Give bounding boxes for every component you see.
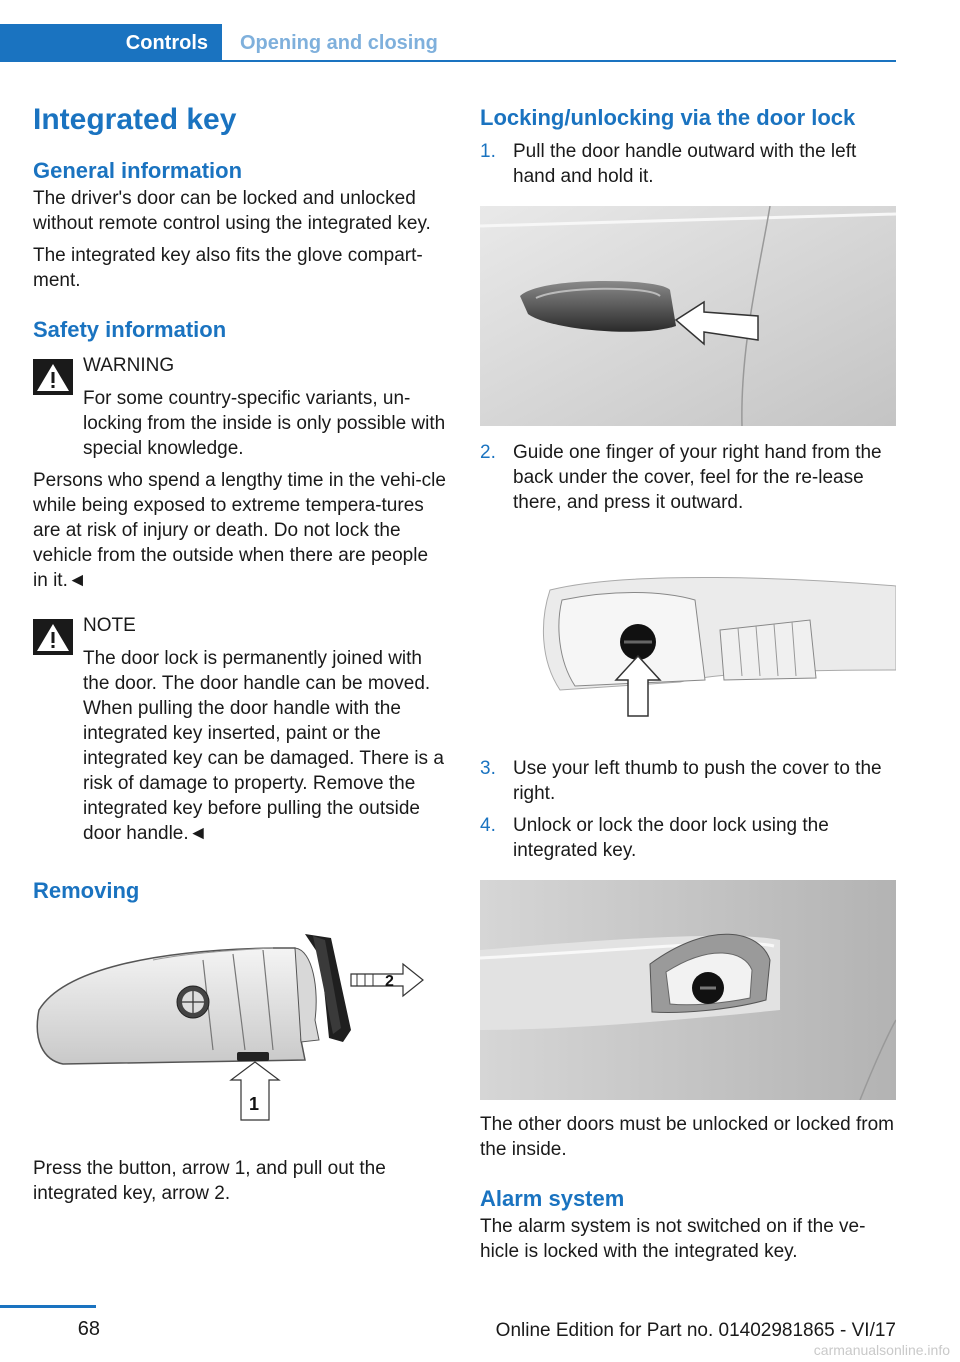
general-info-paragraph-2: The integrated key also fits the glove compart‐ment. xyxy=(33,245,423,291)
door-lock-key-image xyxy=(480,880,896,1100)
note-text: The door lock is permanently joined with the door. The door handle can be moved. When pulling the door handle with the integrated key inserted, paint or the integrated key can be damaged. There is a risk of damage to property. Remove the integrated key before pulling the outside door handle.◄ xyxy=(83,648,444,844)
warning-text-1a xyxy=(33,386,447,461)
door-handle-pull-image xyxy=(480,206,896,426)
right-column xyxy=(480,100,896,1264)
step-3-number: 3. xyxy=(480,758,496,779)
step-2-text: Guide one finger of your right hand from the back under the cover, feel for the re‐lease there, and press it outward. xyxy=(513,442,882,513)
note-text-wrap xyxy=(33,646,447,846)
note-triangle-icon xyxy=(33,619,73,655)
arrow-1-label: 1 xyxy=(249,1094,260,1114)
alarm-system-heading: Alarm system xyxy=(480,1186,625,1211)
note-label: NOTE xyxy=(83,615,136,636)
step-1-text: Pull the door handle outward with the left hand and hold it. xyxy=(513,141,857,187)
step-3-text: Use your left thumb to push the cover to the right. xyxy=(513,758,882,804)
page-number: 68 xyxy=(77,1318,100,1340)
step-2 xyxy=(480,440,896,515)
general-info-heading: General information xyxy=(33,158,243,183)
arrow-2-label: 2 xyxy=(385,973,394,990)
warning-block xyxy=(33,353,447,461)
page-title: Integrated key xyxy=(33,103,237,136)
removing-heading: Removing xyxy=(33,878,140,903)
step-4-text: Unlock or lock the door lock using the integrated key. xyxy=(513,815,829,861)
step-4 xyxy=(480,813,896,863)
step-4-number: 4. xyxy=(480,815,496,836)
removing-instructions: Press the button, arrow 1, and pull out the integrated key, arrow 2. xyxy=(33,1158,386,1204)
other-doors-text: The other doors must be unlocked or locked from the inside. xyxy=(480,1114,894,1160)
section-tab-controls[interactable]: Controls xyxy=(0,24,222,62)
warning-text-1: For some country-specific variants, un‐locking from the inside is only possible with special knowledge. xyxy=(83,388,446,459)
general-info-paragraph-1: The driver's door can be locked and unlocked without remote control using the integrated key. xyxy=(33,188,431,234)
section-tab-opening-closing[interactable]: Opening and closing xyxy=(240,31,438,54)
warning-text-2: Persons who spend a lengthy time in the vehi‐cle while being exposed to extreme tempera‐tures are at risk of injury or death. Do not lock the vehicle from the outside when there are people in it.◄ xyxy=(33,470,446,591)
header-rule xyxy=(222,60,896,62)
step-1 xyxy=(480,139,896,189)
note-block xyxy=(33,613,447,846)
warning-label: WARNING xyxy=(83,355,175,376)
footer-rule xyxy=(0,1305,96,1308)
door-lock-heading: Locking/unlocking via the door lock xyxy=(480,105,856,130)
warning-triangle-icon xyxy=(33,359,73,395)
step-1-number: 1. xyxy=(480,141,496,162)
step-2-number: 2. xyxy=(480,442,496,463)
safety-info-heading: Safety information xyxy=(33,317,227,342)
left-column xyxy=(33,100,447,1206)
key-removal-illustration xyxy=(33,930,447,1130)
door-cover-release-image xyxy=(480,520,896,740)
step-3 xyxy=(480,756,896,806)
watermark: carmanualsonline.info xyxy=(813,1342,950,1358)
page-header xyxy=(0,24,896,62)
edition-info: Online Edition for Part no. 01402981865 - VI/17 xyxy=(495,1320,896,1341)
alarm-system-text: The alarm system is not switched on if the ve‐hicle is locked with the integrated key. xyxy=(480,1216,866,1262)
